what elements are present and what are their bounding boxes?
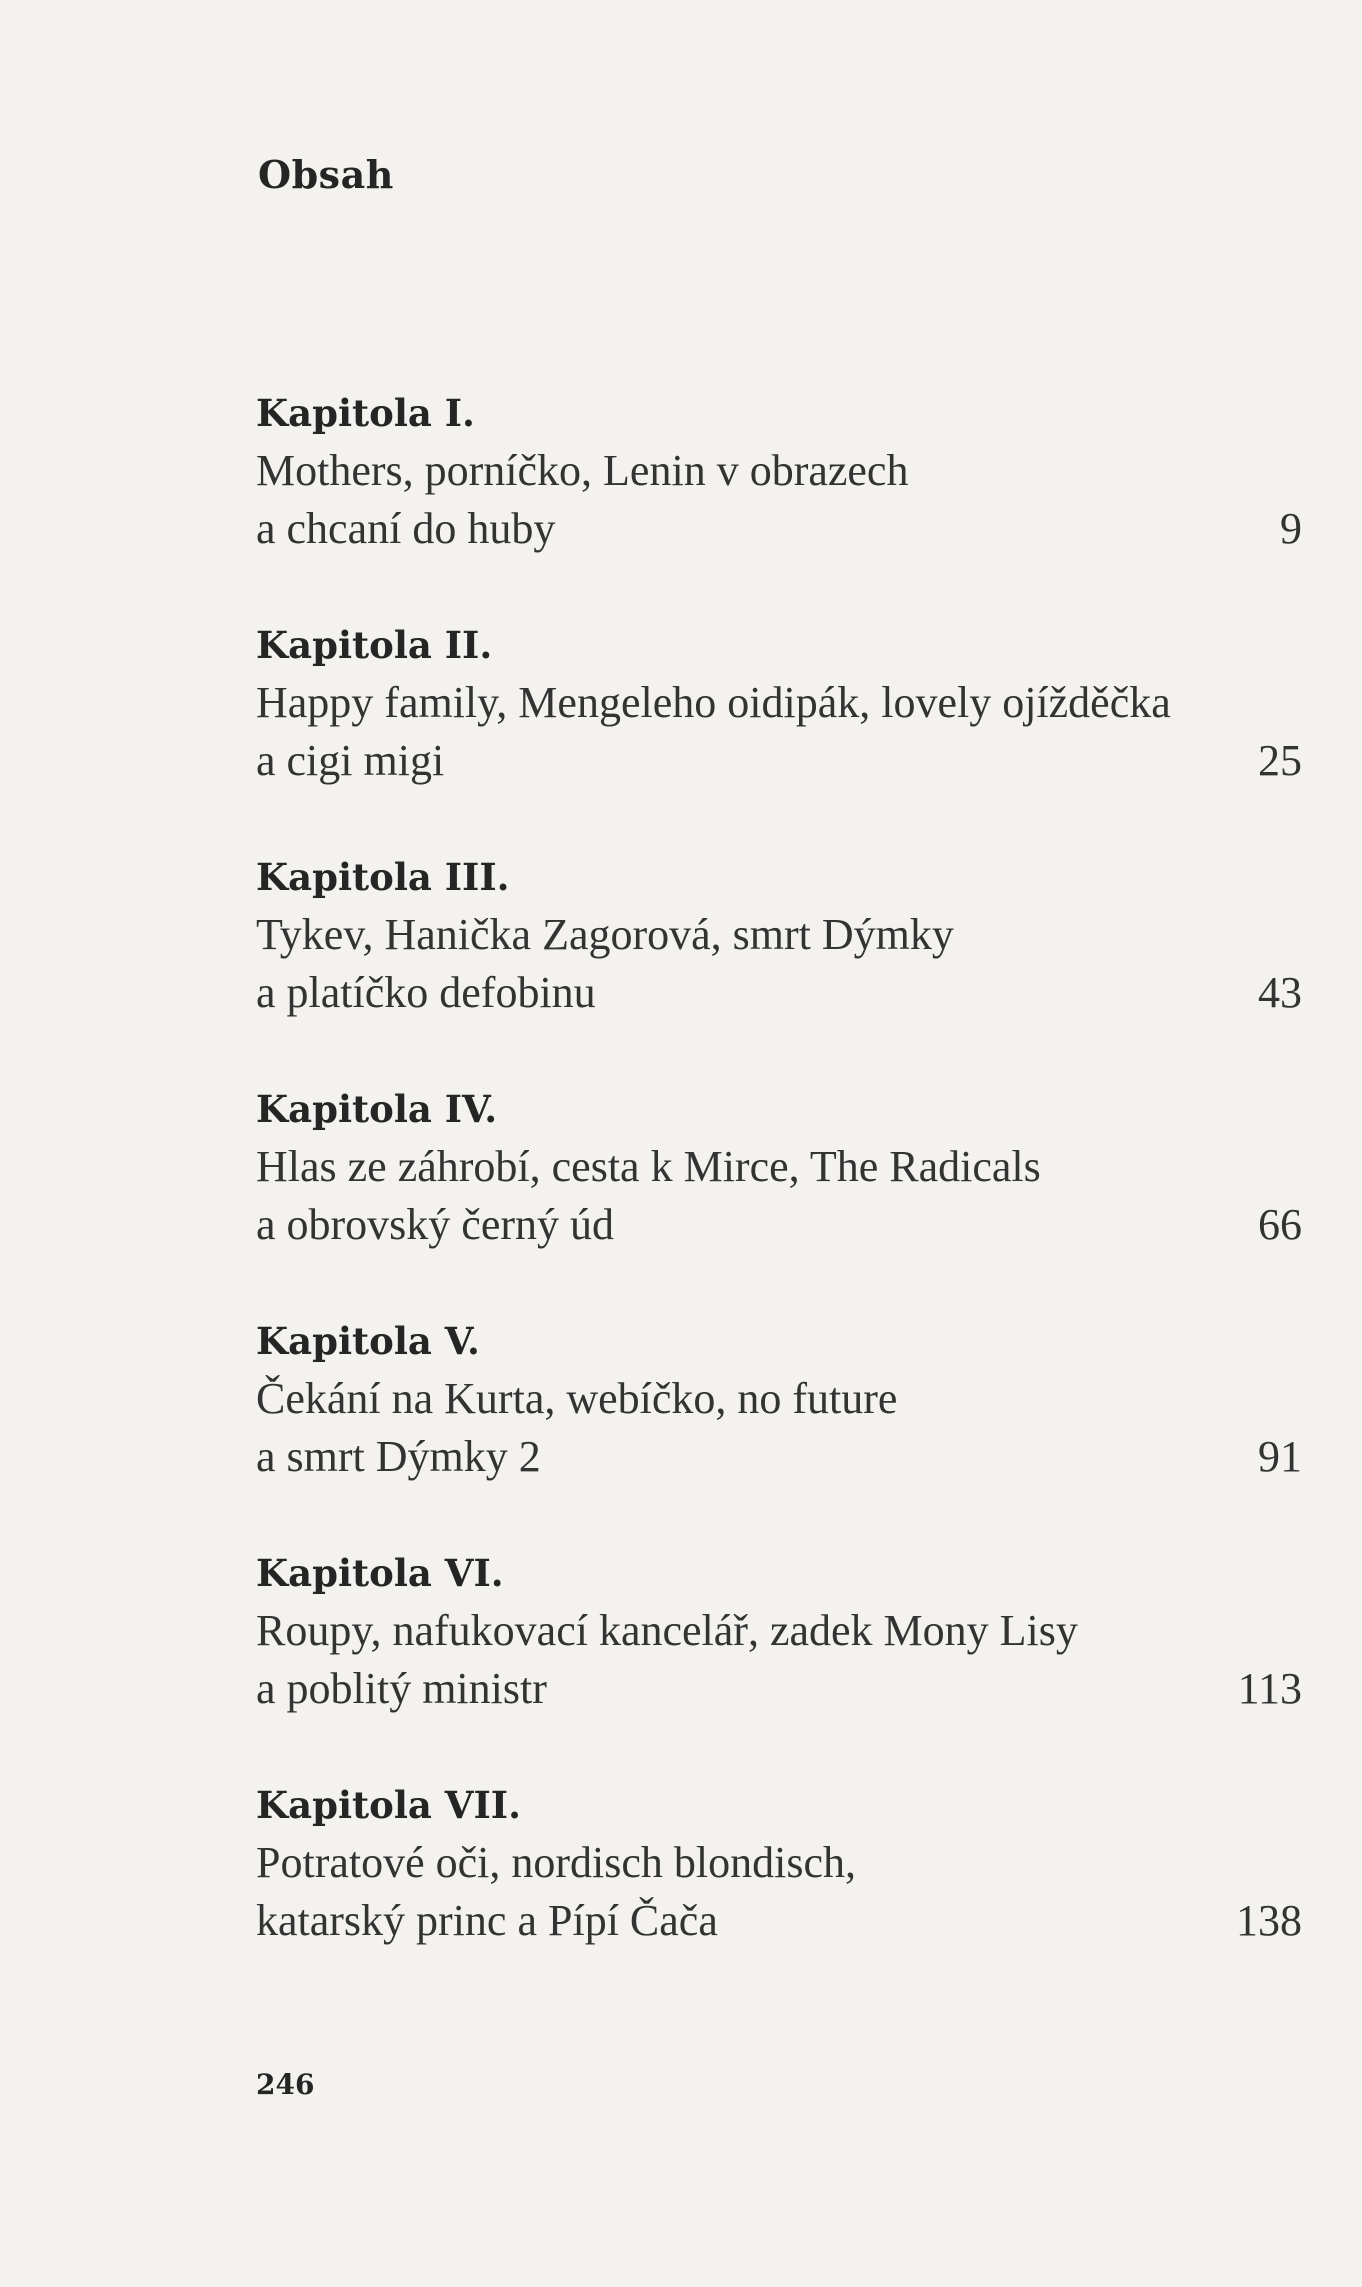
chapter-title-line-1: Roupy, nafukovací kancelář, zadek Mony Lisy [256, 1606, 1078, 1655]
chapter-title-line-1: Hlas ze záhrobí, cesta k Mirce, The Radicals [256, 1142, 1041, 1191]
chapter-label: Kapitola IV. [256, 1087, 498, 1131]
chapter-title-line-1: Tykev, Hanička Zagorová, smrt Dýmky [256, 910, 954, 959]
chapter-title-line-1: Potratové oči, nordisch blondisch, [256, 1838, 857, 1887]
chapter-title-line-1: Čekání na Kurta, webíčko, no future [256, 1374, 898, 1423]
chapter-title-line-1: Happy family, Mengeleho oidipák, lovely ojížděčka [256, 678, 1171, 727]
page-number-footer: 246 [256, 2068, 315, 2101]
chapter-page-number: 91 [1258, 1432, 1302, 1481]
chapter-page-number: 9 [1280, 504, 1302, 553]
chapter-title-line-2: a poblitý ministr [256, 1664, 547, 1713]
toc-entry-5 [256, 1312, 1302, 1544]
chapter-label: Kapitola VI. [256, 1551, 504, 1595]
chapter-title-line-2: a chcaní do huby [256, 504, 556, 553]
table-of-contents [256, 384, 1302, 2008]
chapter-label: Kapitola VII. [256, 1783, 521, 1827]
chapter-title-line-1: Mothers, porníčko, Lenin v obrazech [256, 446, 909, 495]
chapter-page-number: 25 [1258, 736, 1302, 785]
toc-entry-1 [256, 384, 1302, 616]
chapter-label: Kapitola V. [256, 1319, 480, 1363]
toc-entry-4 [256, 1080, 1302, 1312]
chapter-title-line-2: katarský princ a Pípí Čača [256, 1896, 718, 1945]
chapter-title-line-2: a platíčko defobinu [256, 968, 596, 1017]
chapter-label: Kapitola III. [256, 855, 510, 899]
chapter-page-number: 113 [1237, 1664, 1302, 1713]
chapter-label: Kapitola I. [256, 391, 475, 435]
chapter-label: Kapitola II. [256, 623, 493, 667]
toc-entry-3 [256, 848, 1302, 1080]
toc-entry-7 [256, 1776, 1302, 2008]
toc-entry-6 [256, 1544, 1302, 1776]
chapter-title-line-2: a smrt Dýmky 2 [256, 1432, 541, 1481]
page-title: Obsah [258, 152, 394, 197]
chapter-page-number: 66 [1258, 1200, 1302, 1249]
chapter-title-line-2: a obrovský černý úd [256, 1200, 615, 1249]
chapter-page-number: 43 [1258, 968, 1302, 1017]
chapter-page-number: 138 [1236, 1896, 1302, 1945]
toc-entry-2 [256, 616, 1302, 848]
chapter-title-line-2: a cigi migi [256, 736, 445, 785]
